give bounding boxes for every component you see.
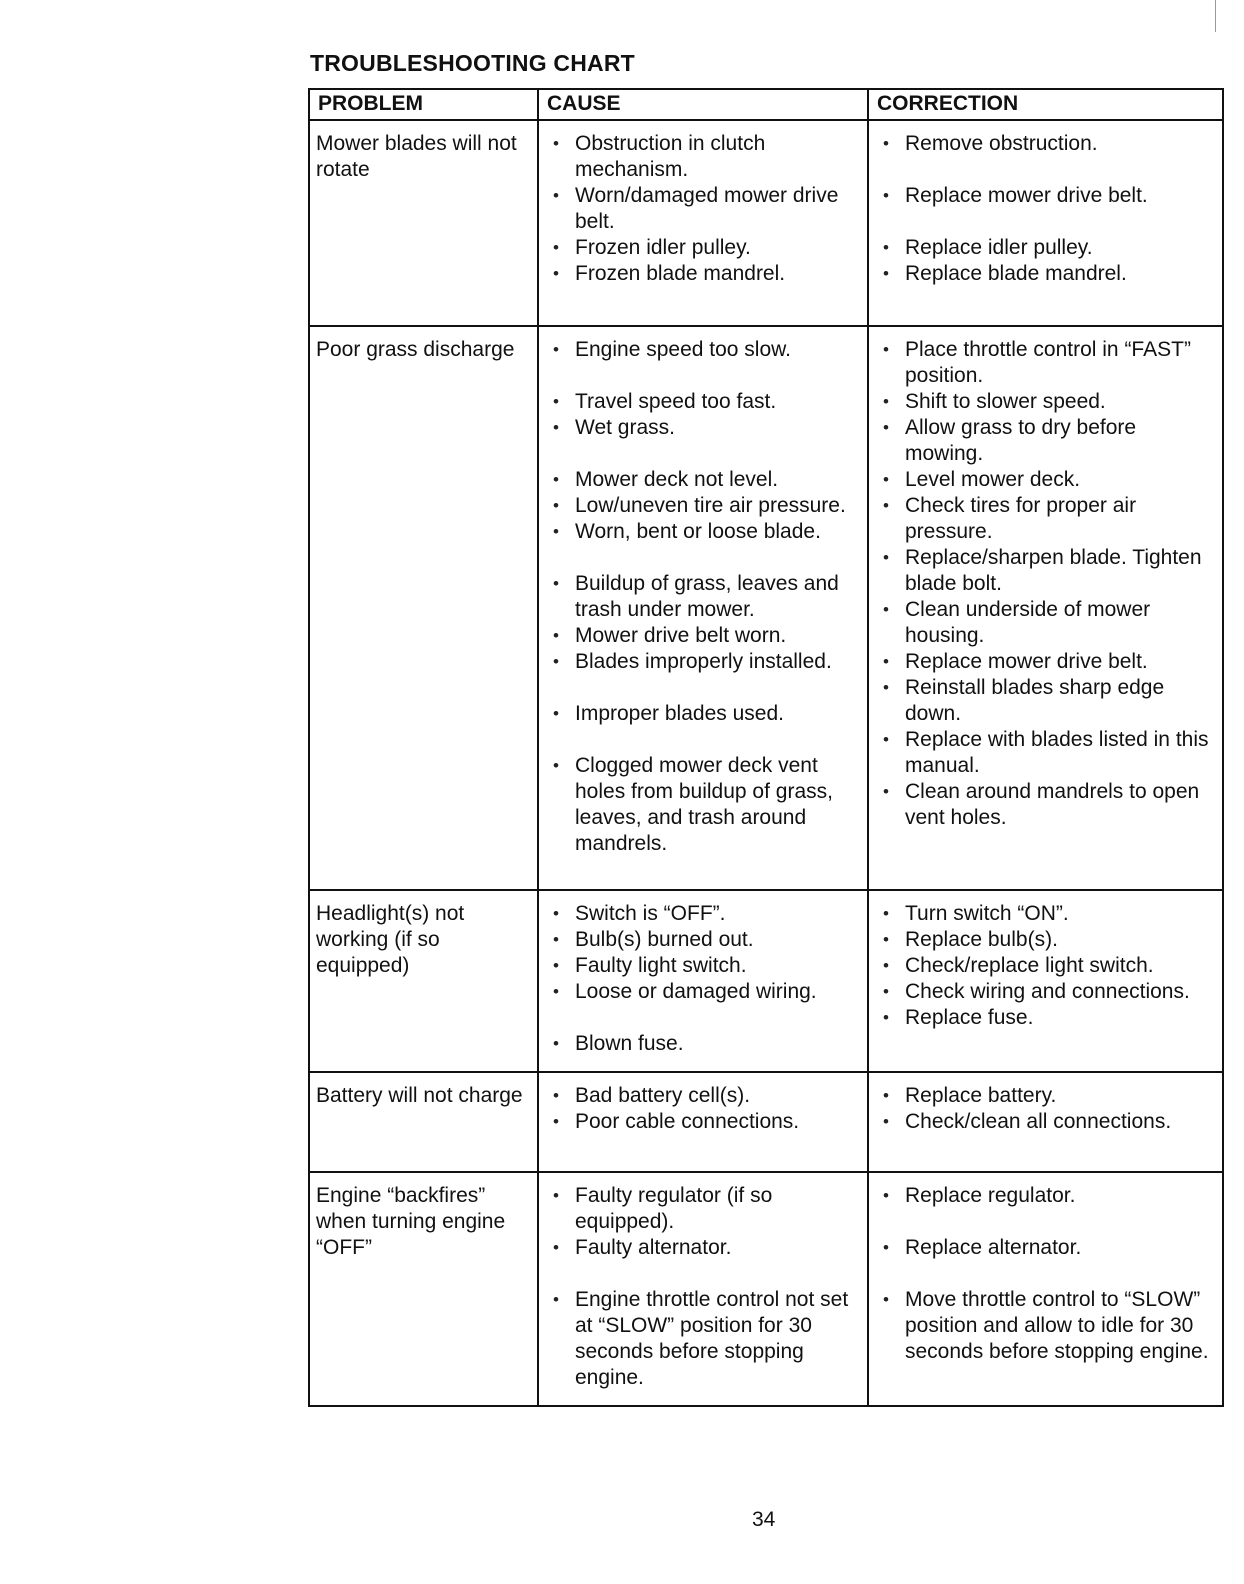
correction-item: • Replace/sharpen blade. Tighten blade bolt. xyxy=(875,545,1216,597)
correction-item: • Check/replace light switch. xyxy=(875,953,1216,979)
cause-item: • Improper blades used. xyxy=(545,701,861,727)
cause-item: • Buildup of grass, leaves and trash under mower. xyxy=(545,571,861,623)
correction-item: • Replace with blades listed in this manual. xyxy=(875,727,1216,779)
correction-item: • Reinstall blades sharp edge down. xyxy=(875,675,1216,727)
table-row xyxy=(309,1172,1223,1406)
correction-item: • Replace idler pulley. xyxy=(875,235,1216,261)
cause-item: • Frozen blade mandrel. xyxy=(545,261,861,287)
cause-item: • Obstruction in clutch mechanism. xyxy=(545,131,861,183)
cause-item: • Faulty alternator. xyxy=(545,1235,861,1261)
cause-item: • Switch is “OFF”. xyxy=(545,901,861,927)
cause-cell xyxy=(538,120,868,326)
cause-item: • Engine throttle control not set at “SLOW” position for 30 seconds before stopping engine. xyxy=(545,1287,861,1391)
problem-cell: Engine “backfires” when turning engine “OFF” xyxy=(309,1172,538,1406)
cause-item: • Worn/damaged mower drive belt. xyxy=(545,183,861,235)
cause-item: • Mower drive belt worn. xyxy=(545,623,861,649)
correction-item: • Replace mower drive belt. xyxy=(875,183,1216,209)
cause-item: • Mower deck not level. xyxy=(545,467,861,493)
correction-item: • Clean underside of mower housing. xyxy=(875,597,1216,649)
table-row xyxy=(309,1072,1223,1172)
correction-header: CORRECTION xyxy=(868,89,1223,120)
cause-item: • Worn, bent or loose blade. xyxy=(545,519,861,545)
page-number: 34 xyxy=(752,1508,776,1531)
cause-item: • Blades improperly installed. xyxy=(545,649,861,675)
problem-cell: Poor grass discharge xyxy=(309,326,538,890)
cause-item: • Travel speed too fast. xyxy=(545,389,861,415)
correction-item: • Place throttle control in “FAST” position. xyxy=(875,337,1216,389)
correction-item: • Allow grass to dry before mowing. xyxy=(875,415,1216,467)
troubleshooting-table xyxy=(308,88,1224,1407)
table-row xyxy=(309,890,1223,1072)
correction-item: • Level mower deck. xyxy=(875,467,1216,493)
cause-item: • Blown fuse. xyxy=(545,1031,861,1057)
correction-item: • Replace mower drive belt. xyxy=(875,649,1216,675)
correction-cell xyxy=(868,120,1223,326)
correction-item: • Move throttle control to “SLOW” position and allow to idle for 30 seconds before stopping engine. xyxy=(875,1287,1216,1365)
cause-item: • Frozen idler pulley. xyxy=(545,235,861,261)
correction-cell xyxy=(868,1072,1223,1172)
cause-item: • Bad battery cell(s). xyxy=(545,1083,861,1109)
problem-cell: Battery will not charge xyxy=(309,1072,538,1172)
correction-cell xyxy=(868,890,1223,1072)
correction-item: • Replace battery. xyxy=(875,1083,1216,1109)
chart-title: TROUBLESHOOTING CHART xyxy=(310,50,635,76)
correction-item: • Replace bulb(s). xyxy=(875,927,1216,953)
cause-item: • Low/uneven tire air pressure. xyxy=(545,493,861,519)
cause-cell xyxy=(538,326,868,890)
cause-item: • Engine speed too slow. xyxy=(545,337,861,363)
cause-cell xyxy=(538,1172,868,1406)
correction-cell xyxy=(868,1172,1223,1406)
cause-cell xyxy=(538,1072,868,1172)
cause-item: • Wet grass. xyxy=(545,415,861,441)
correction-item: • Remove obstruction. xyxy=(875,131,1216,157)
problem-cell: Mower blades will not rotate xyxy=(309,120,538,326)
header-row xyxy=(309,89,1223,120)
table-row xyxy=(309,120,1223,326)
correction-item: • Clean around mandrels to open vent holes. xyxy=(875,779,1216,831)
problem-cell: Headlight(s) not working (if so equipped) xyxy=(309,890,538,1072)
correction-item: • Shift to slower speed. xyxy=(875,389,1216,415)
cause-header: CAUSE xyxy=(538,89,868,120)
cause-item: • Poor cable connections. xyxy=(545,1109,861,1135)
correction-item: • Check wiring and connections. xyxy=(875,979,1216,1005)
page-edge-mark xyxy=(1215,0,1216,32)
cause-item: • Loose or damaged wiring. xyxy=(545,979,861,1005)
correction-item: • Check tires for proper air pressure. xyxy=(875,493,1216,545)
cause-item: • Clogged mower deck vent holes from buildup of grass, leaves, and trash around mandrels. xyxy=(545,753,861,857)
cause-cell xyxy=(538,890,868,1072)
correction-item: • Replace blade mandrel. xyxy=(875,261,1216,287)
cause-item: • Faulty light switch. xyxy=(545,953,861,979)
correction-item: • Replace fuse. xyxy=(875,1005,1216,1031)
cause-item: • Bulb(s) burned out. xyxy=(545,927,861,953)
correction-item: • Replace alternator. xyxy=(875,1235,1216,1261)
correction-item: • Turn switch “ON”. xyxy=(875,901,1216,927)
correction-item: • Check/clean all connections. xyxy=(875,1109,1216,1135)
problem-header: PROBLEM xyxy=(309,89,538,120)
correction-item: • Replace regulator. xyxy=(875,1183,1216,1209)
cause-item: • Faulty regulator (if so equipped). xyxy=(545,1183,861,1235)
table-row xyxy=(309,326,1223,890)
correction-cell xyxy=(868,326,1223,890)
